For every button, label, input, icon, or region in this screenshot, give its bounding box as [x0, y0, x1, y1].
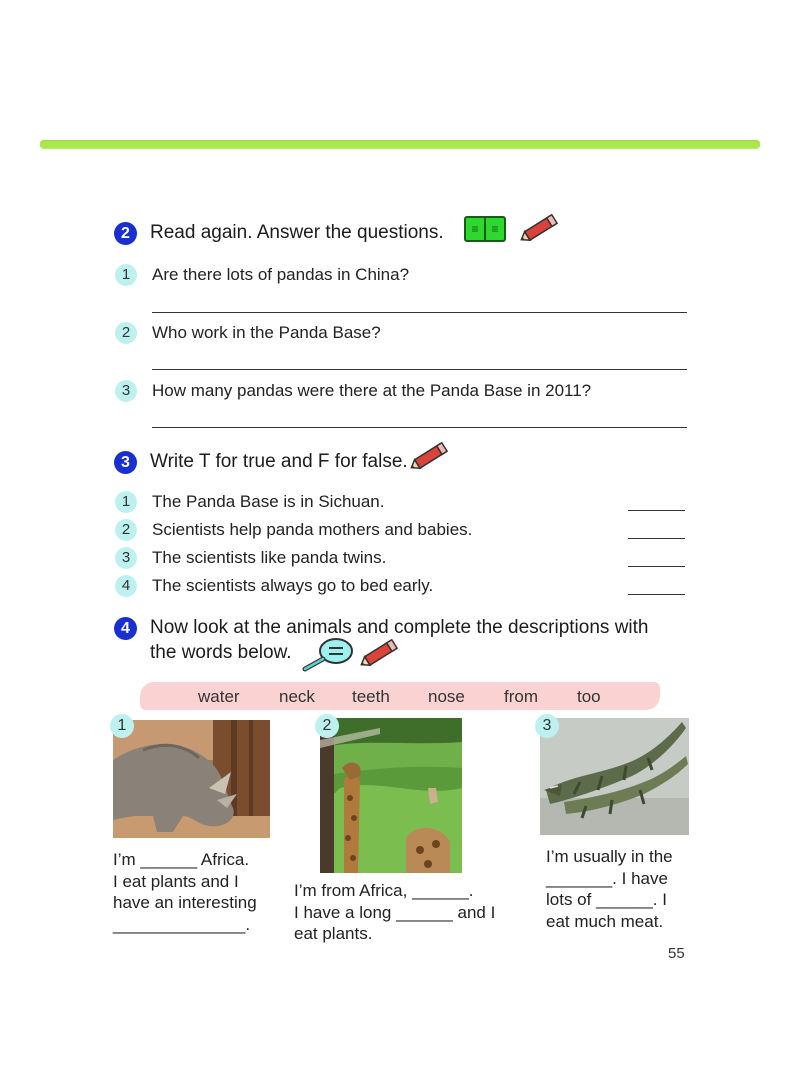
animal-2-description	[294, 880, 514, 945]
description-line: have an interesting	[113, 893, 257, 912]
answer-line-1[interactable]	[152, 312, 687, 313]
crocodile-photo	[540, 718, 689, 835]
animal-3-number: 3	[535, 714, 559, 738]
description-line: I’m ______ Africa.	[113, 850, 250, 869]
answer-line-2[interactable]	[152, 369, 687, 370]
description-line: I’m usually in the	[546, 847, 673, 866]
description-line: I eat plants and I	[113, 871, 239, 891]
pencil-icon	[518, 212, 562, 244]
animal-1-number: 1	[110, 714, 134, 738]
description-line: eat plants.	[294, 924, 373, 943]
question-3-text: How many pandas were there at the Panda Base in 2011?	[152, 381, 592, 400]
question-1-number: 1	[115, 264, 137, 286]
description-line: ______________.	[113, 914, 251, 934]
description-line: _______. I have	[546, 868, 668, 888]
statement-2-text: Scientists help panda mothers and babies.	[152, 520, 473, 539]
top-divider	[40, 141, 760, 148]
tf-blank-3[interactable]	[628, 566, 685, 567]
word-bank-item: water	[198, 687, 240, 706]
question-1-text: Are there lots of pandas in China?	[152, 265, 410, 284]
word-bank-item: teeth	[352, 687, 390, 706]
statement-4-number: 4	[115, 575, 137, 597]
giraffe-photo	[320, 718, 462, 873]
page-number: 55	[668, 945, 685, 962]
statement-4-text: The scientists always go to bed early.	[152, 576, 434, 595]
pencil-icon	[358, 637, 402, 669]
book-icon: ≡ ≡	[464, 216, 506, 242]
section-3-title: Write T for true and F for false.	[150, 451, 408, 472]
section-3-number: 3	[114, 451, 137, 474]
description-line: I have a long ______ and I	[294, 902, 496, 922]
magnifier-icon	[302, 636, 354, 672]
word-bank-item: too	[577, 687, 601, 706]
section-2-title: Read again. Answer the questions.	[150, 222, 444, 243]
description-line: eat much meat.	[546, 911, 664, 931]
animal-1-description	[113, 849, 288, 935]
statement-1-number: 1	[115, 491, 137, 513]
statement-3-number: 3	[115, 547, 137, 569]
question-2-text: Who work in the Panda Base?	[152, 323, 381, 342]
section-2-number: 2	[114, 222, 137, 245]
statement-1-text: The Panda Base is in Sichuan.	[152, 492, 385, 511]
statement-2-number: 2	[115, 519, 137, 541]
question-2-number: 2	[115, 322, 137, 344]
description-line: I’m from Africa, ______.	[294, 881, 474, 900]
word-bank-item: neck	[279, 687, 315, 706]
pencil-icon	[408, 440, 452, 472]
animal-3-description	[546, 846, 696, 932]
statement-3-text: The scientists like panda twins.	[152, 548, 387, 567]
description-line: lots of ______. I	[546, 890, 667, 909]
word-bank-item: nose	[428, 687, 465, 706]
section-4-title-line1: Now look at the animals and complete the descriptions with	[150, 617, 649, 638]
question-3-number: 3	[115, 380, 137, 402]
section-4-number: 4	[114, 617, 137, 640]
tf-blank-2[interactable]	[628, 538, 685, 539]
section-4-title-line2: the words below.	[150, 642, 292, 663]
tf-blank-4[interactable]	[628, 594, 685, 595]
rhino-photo	[113, 720, 270, 838]
animal-2-number: 2	[315, 714, 339, 738]
tf-blank-1[interactable]	[628, 510, 685, 511]
word-bank-item: from	[504, 687, 538, 706]
answer-line-3[interactable]	[152, 427, 687, 428]
